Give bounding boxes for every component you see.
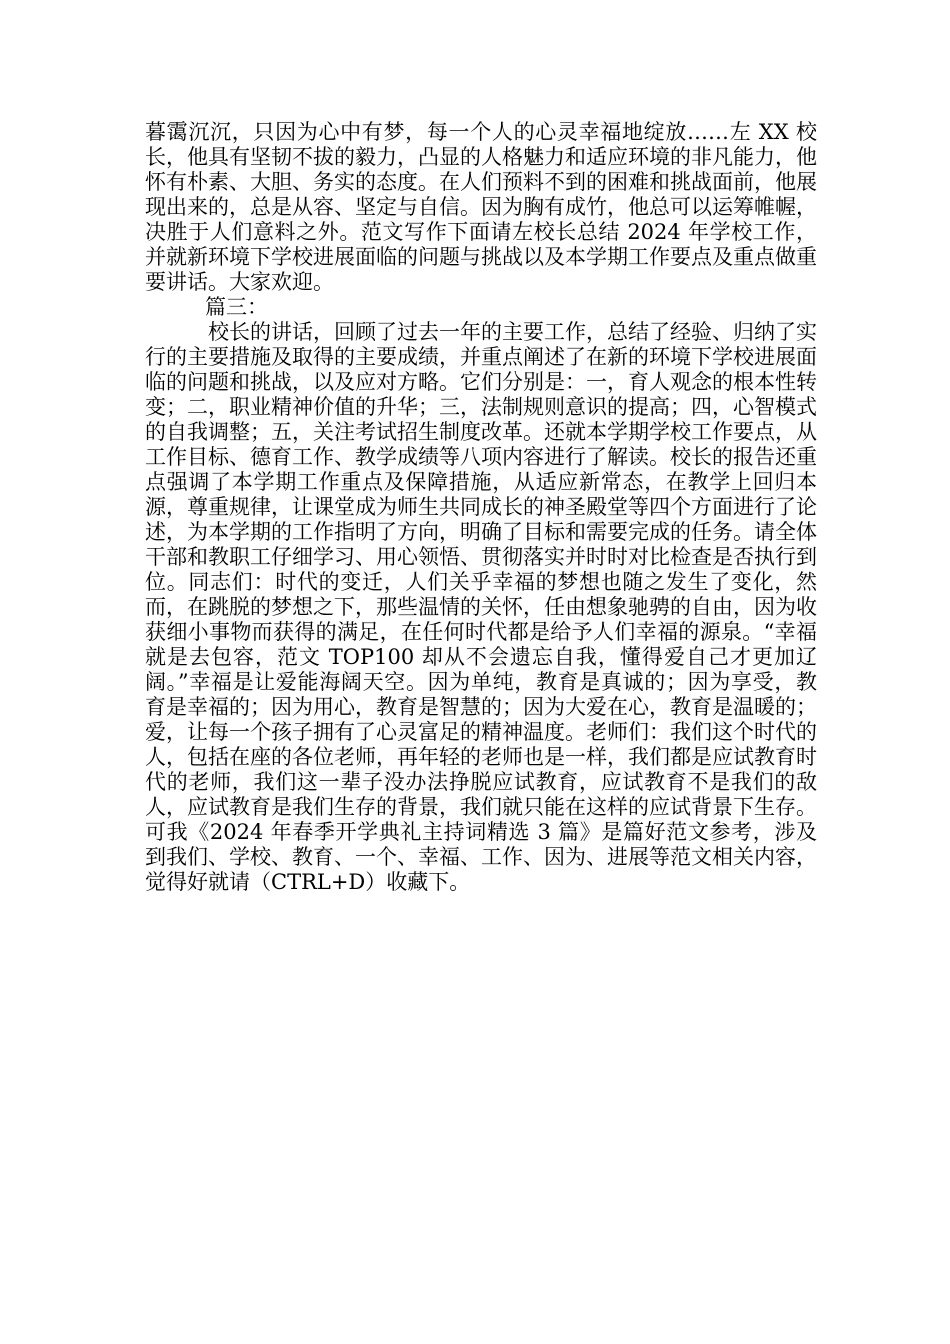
body-paragraph: 校长的讲话，回顾了过去一年的主要工作，总结了经验、归纳了实行的主要措施及取得的主要成绩，并重点阐述了在新的环境下学校进展面临的问题和挑战，以及应对方略。它们分别是：一，育人观念的根本性转变；二，职业精神价值的升华；三，法制规则意识的提高；四，心智模式的自我调整；五，关注考试招生制度改革。还就本学期学校工作要点，从工作目标、德育工作、教学成绩等八项内容进行了解读。校长的报告还重点强调了本学期工作重点及保障措施，从适应新常态，在教学上回归本源，尊重规律，让课堂成为师生共同成长的神圣殿堂等四个方面进行了论述，为本学期的工作指明了方向，明确了目标和需要完成的任务。请全体干部和教职工仔细学习、用心领悟、贯彻落实并时时对比检查是否执行到位。同志们：时代的变迁，人们关乎幸福的梦想也随之发生了变化，然而，在跳脱的梦想之下，那些温情的关怀，任由想象驰骋的自由，因为收获细小事物而获得的满足，在任何时代都是给予人们幸福的源泉。“幸福就是去包容，范文 TOP100 却从不会遗忘自我，懂得爱自己才更加辽阔。”幸福是让爱能海阔天空。因为单纯，教育是真诚的；因为享受，教育是幸福的；因为用心，教育是智慧的；因为大爱在心，教育是温暖的；爱，让每一个孩子拥有了心灵富足的精神温度。老师们：我们这个时代的人，包括在座的各位老师，再年轻的老师也是一样，我们都是应试教育时代的老师，我们这一辈子没办法挣脱应试教育，应试教育不是我们的敌人，应试教育是我们生存的背景，我们就只能在这样的应试背景下生存。可我《2024 年春季开学典礼主持词精选 3 篇》是篇好范文参考，涉及到我们、学校、教育、一个、幸福、工作、因为、进展等范文相关内容，觉得好就请（CTRL+D）收藏下。 — [145, 320, 817, 894]
document-body — [145, 120, 817, 895]
section-heading: 篇三： — [205, 295, 268, 319]
intro-paragraph: 暮霭沉沉，只因为心中有梦，每一个人的心灵幸福地绽放……左 XX 校长，他具有坚韧不拔的毅力，凸显的人格魅力和适应环境的非凡能力，他怀有朴素、大胆、务实的态度。在人们预料不到的困难和挑战面前，他展现出来的，总是从容、坚定与自信。因为胸有成竹，他总可以运筹帷幄，决胜于人们意料之外。范文写作下面请左校长总结 2024 年学校工作，并就新环境下学校进展面临的问题与挑战以及本学期工作要点及重点做重要讲话。大家欢迎。 — [145, 120, 817, 294]
